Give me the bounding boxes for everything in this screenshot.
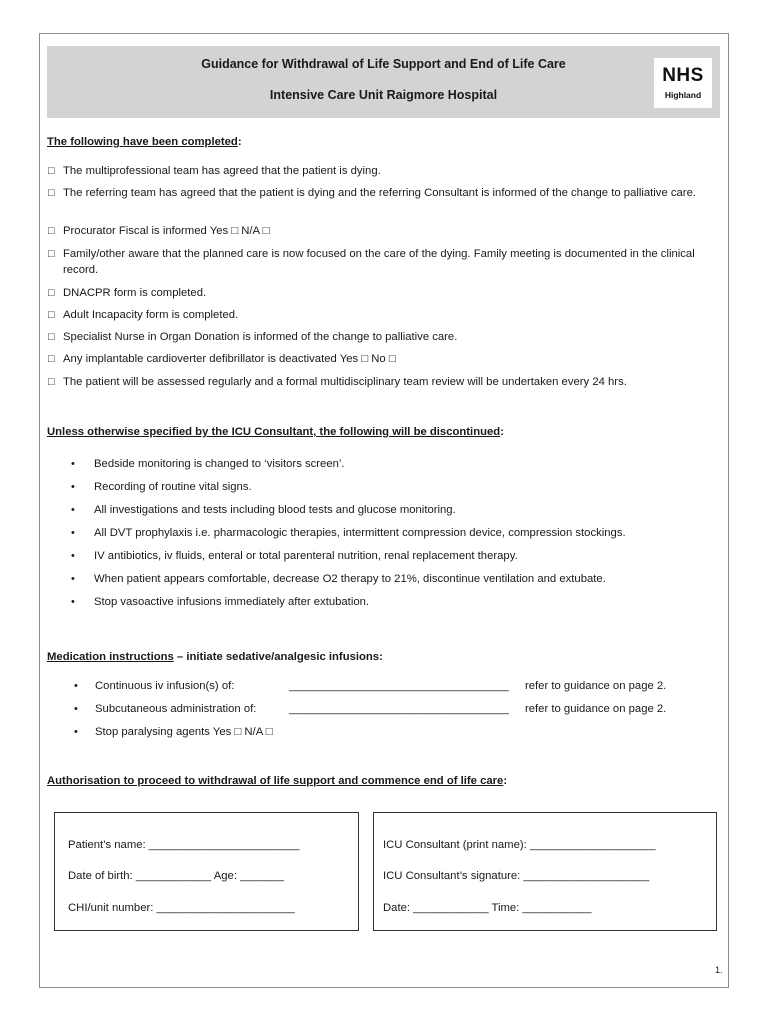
- list-item: When patient appears comfortable, decrease O2 therapy to 21%, discontinue ventilation and extubate.: [94, 573, 606, 585]
- checklist-item: Specialist Nurse in Organ Donation is informed of the change to palliative care.: [63, 331, 458, 343]
- bullet: •: [71, 596, 75, 608]
- section-medication-heading: Medication instructions – initiate sedative/analgesic infusions:: [47, 651, 383, 663]
- checklist-item: Any implantable cardioverter defibrillator is deactivated Yes □ No □: [63, 353, 396, 365]
- nhs-logo-subtext: Highland: [664, 90, 702, 100]
- bullet: •: [71, 550, 75, 562]
- list-item: Bedside monitoring is changed to ‘visitors screen’.: [94, 458, 345, 470]
- section-completed-heading: The following have been completed:: [47, 136, 242, 148]
- bullet: •: [74, 726, 78, 738]
- checklist-item: DNACPR form is completed.: [63, 287, 207, 299]
- checklist-item: The multiprofessional team has agreed that the patient is dying.: [63, 165, 381, 177]
- medication-label: Subcutaneous administration of:: [95, 703, 257, 715]
- nhs-logo-text: NHS: [662, 64, 704, 86]
- section-authorisation-heading: Authorisation to proceed to withdrawal of life support and commence end of life care:: [47, 775, 508, 787]
- list-item: All DVT prophylaxis i.e. pharmacologic therapies, intermittent compression device, compression stockings.: [94, 527, 626, 539]
- chi-number-field[interactable]: CHI/unit number: ______________________: [68, 902, 295, 914]
- checkbox[interactable]: □: [48, 187, 55, 199]
- consultant-name-field[interactable]: ICU Consultant (print name): ____________________: [383, 839, 656, 851]
- checkbox[interactable]: □: [48, 287, 55, 299]
- dob-age-field[interactable]: Date of birth: ____________ Age: _______: [68, 870, 285, 882]
- date-time-field[interactable]: Date: ____________ Time: ___________: [383, 902, 592, 914]
- list-item: All investigations and tests including blood tests and glucose monitoring.: [94, 504, 456, 516]
- document-page: [39, 33, 729, 988]
- checklist-item: The referring team has agreed that the patient is dying and the referring Consultant is informed of the change to palliative care.: [63, 187, 696, 199]
- patient-details-box: [54, 812, 359, 931]
- consultant-signature-field[interactable]: ICU Consultant’s signature: ____________________: [383, 870, 650, 882]
- checkbox[interactable]: □: [48, 331, 55, 343]
- nhs-highland-logo: [654, 58, 712, 108]
- checkbox[interactable]: □: [48, 353, 55, 365]
- patient-name-field[interactable]: Patient’s name: ________________________: [68, 839, 300, 851]
- bullet: •: [71, 481, 75, 493]
- medication-label: Continuous iv infusion(s) of:: [95, 680, 235, 692]
- document-subtitle: Intensive Care Unit Raigmore Hospital: [269, 88, 498, 102]
- bullet: •: [71, 458, 75, 470]
- list-item: Recording of routine vital signs.: [94, 481, 252, 493]
- medication-ref: refer to guidance on page 2.: [525, 703, 667, 715]
- page-number: 1.: [715, 965, 723, 975]
- bullet: •: [71, 504, 75, 516]
- bullet: •: [74, 680, 78, 692]
- checkbox[interactable]: □: [48, 248, 55, 260]
- list-item: IV antibiotics, iv fluids, enteral or total parenteral nutrition, renal replacement therapy.: [94, 550, 518, 562]
- section-discontinued-heading: Unless otherwise specified by the ICU Consultant, the following will be discontinued:: [47, 426, 504, 438]
- checkbox[interactable]: □: [48, 376, 55, 388]
- consultant-details-box: [373, 812, 717, 931]
- checkbox[interactable]: □: [48, 309, 55, 321]
- bullet: •: [71, 527, 75, 539]
- checklist-item: Procurator Fiscal is informed Yes □ N/A □: [63, 225, 270, 237]
- medication-blank[interactable]: ___________________________________: [289, 680, 509, 692]
- document-title: Guidance for Withdrawal of Life Support and End of Life Care: [201, 57, 566, 71]
- checklist-item: Adult Incapacity form is completed.: [63, 309, 239, 321]
- checklist-item: The patient will be assessed regularly and a formal multidisciplinary team review will be undertaken every 24 hrs.: [63, 376, 627, 388]
- medication-label: Stop paralysing agents Yes □ N/A □: [95, 726, 273, 738]
- medication-ref: refer to guidance on page 2.: [525, 680, 667, 692]
- list-item: Stop vasoactive infusions immediately after extubation.: [94, 596, 370, 608]
- checkbox[interactable]: □: [48, 225, 55, 237]
- bullet: •: [71, 573, 75, 585]
- bullet: •: [74, 703, 78, 715]
- header-banner: [47, 46, 720, 118]
- checklist-item: Family/other aware that the planned care is now focused on the care of the dying. Family meeting is documented in the clinical record.: [63, 248, 695, 276]
- medication-blank[interactable]: ___________________________________: [289, 703, 509, 715]
- checkbox[interactable]: □: [48, 165, 55, 177]
